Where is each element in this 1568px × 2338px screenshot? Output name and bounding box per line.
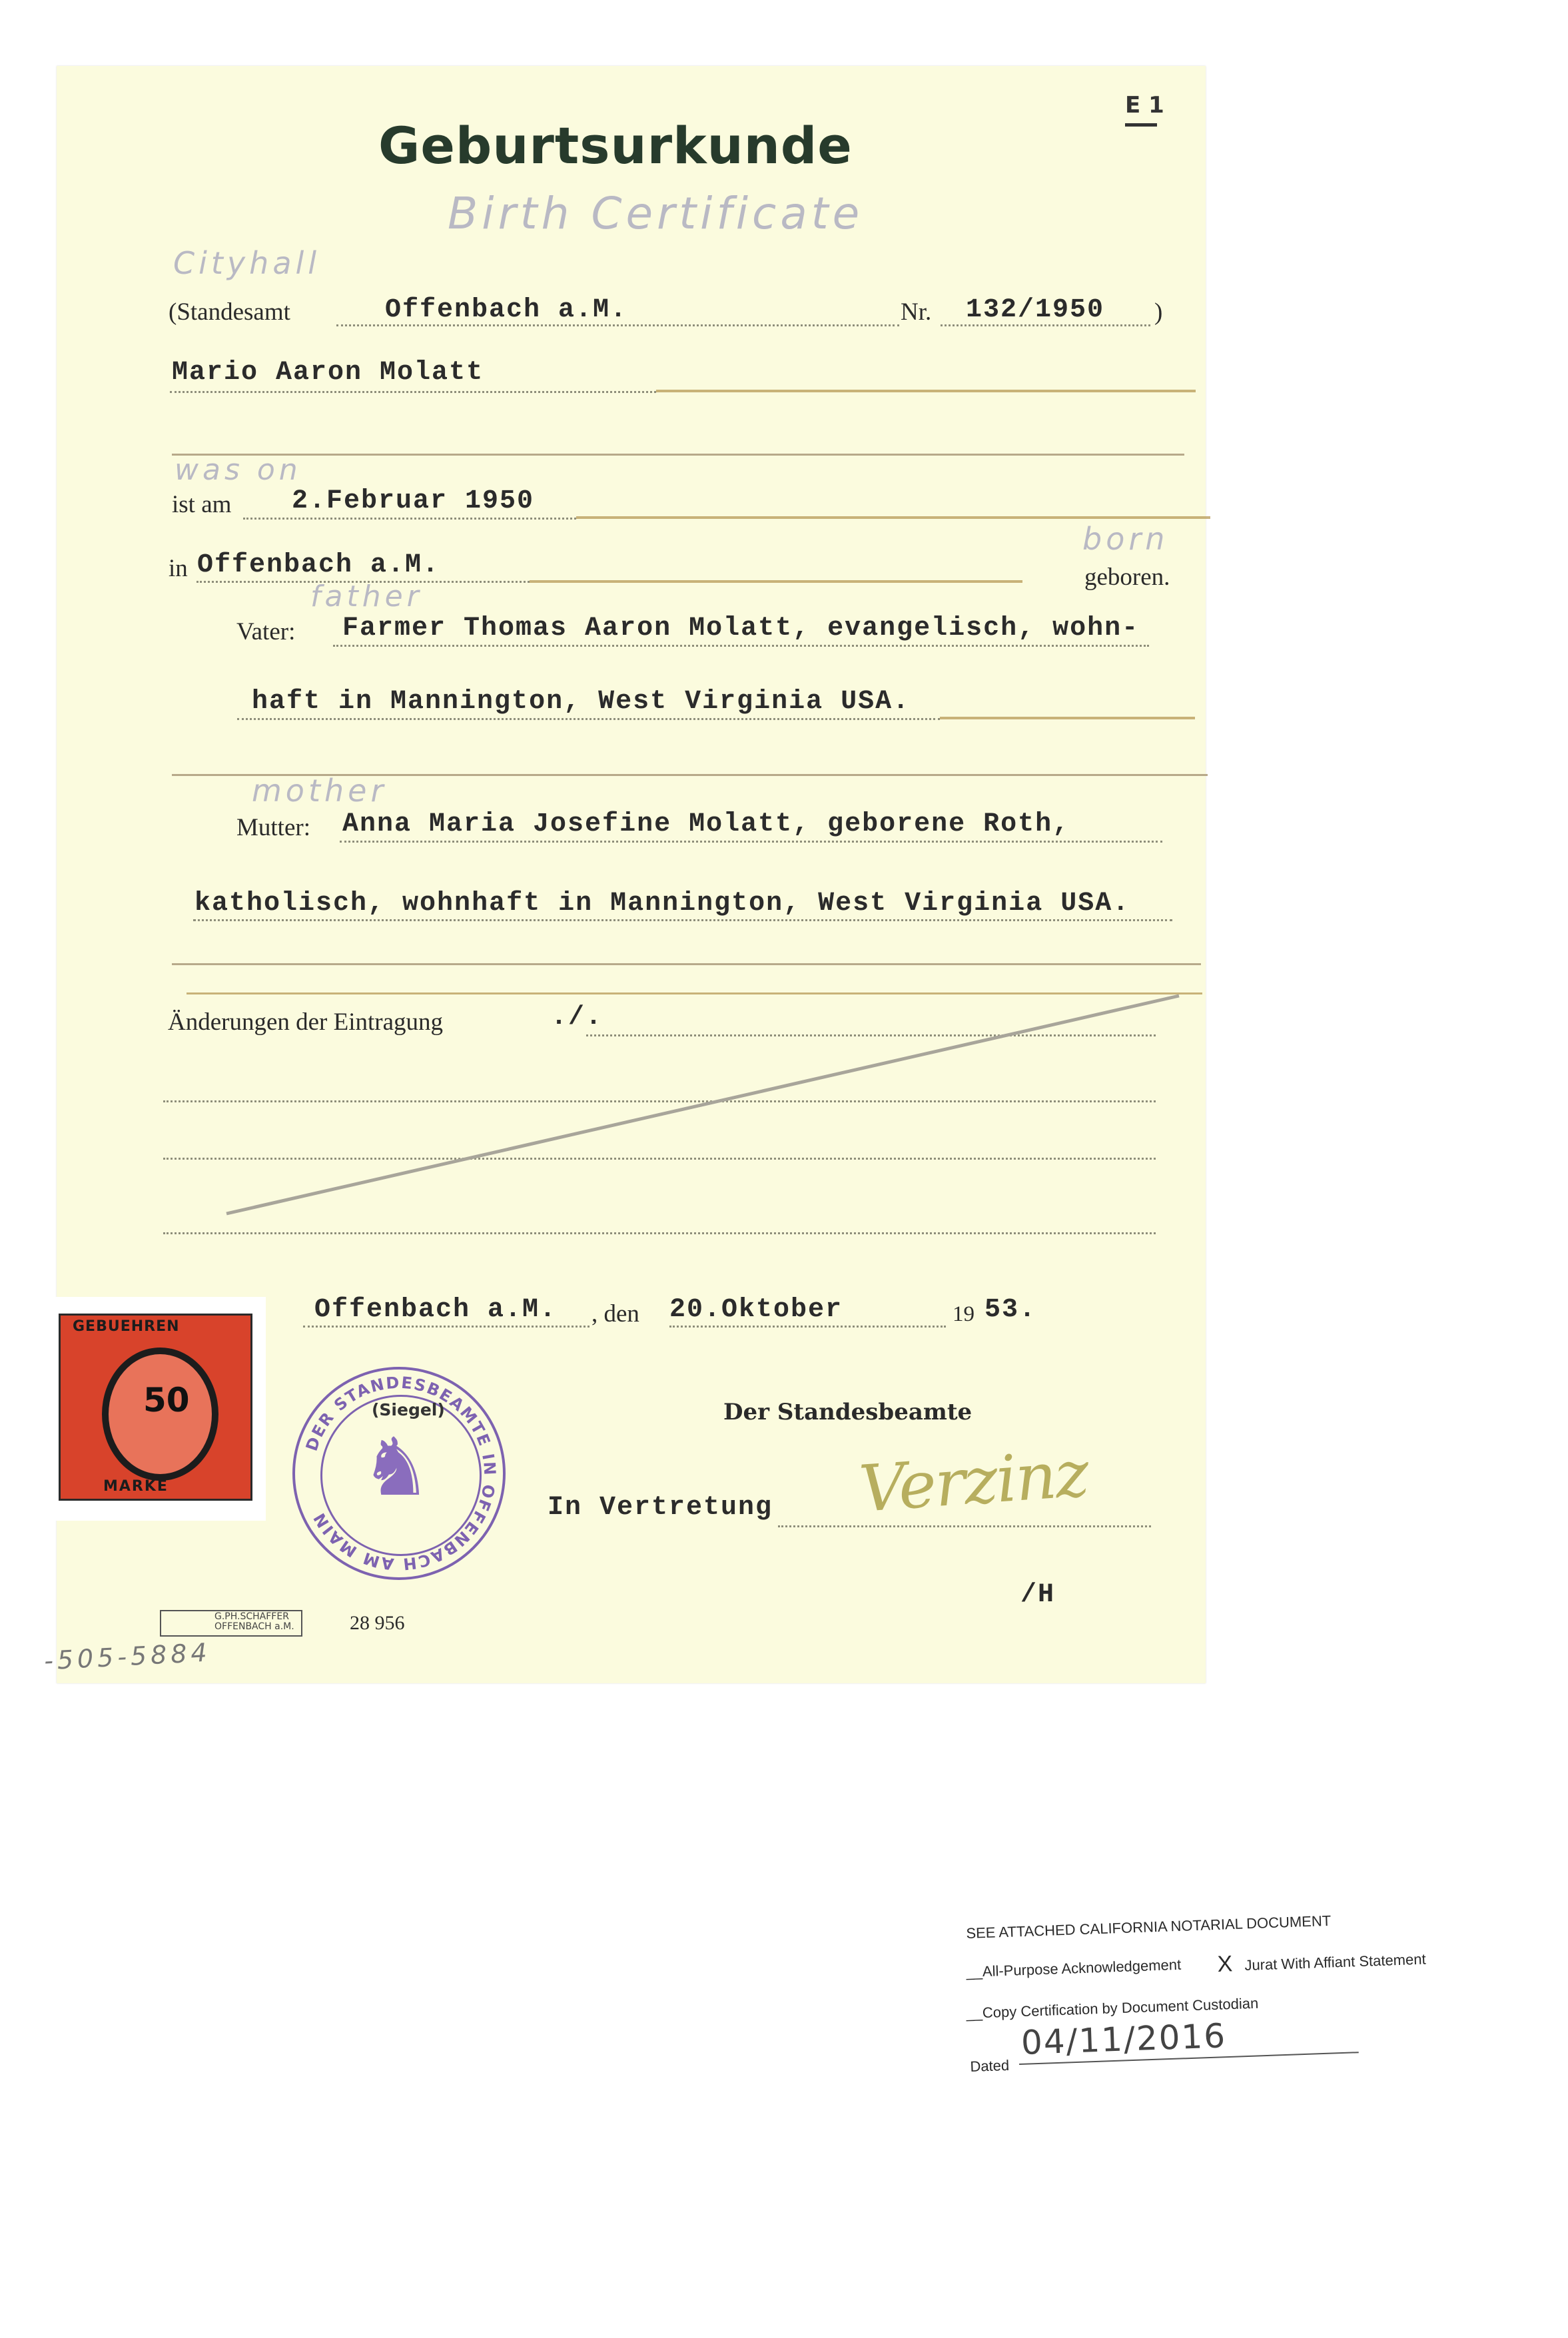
issue-day-month: 20.Oktober [669, 1295, 843, 1325]
seal-ring-text-path: DER STANDESBEAMTE IN OFFENBACH AM MAIN [302, 1373, 500, 1574]
close-paren: ) [1154, 298, 1163, 326]
den-label: , den [591, 1300, 639, 1328]
geboren-label: geboren. [1084, 564, 1170, 591]
form-code: E 1 [1125, 92, 1164, 119]
father-line-2: haft in Mannington, West Virginia USA. [252, 687, 911, 717]
notary-dated-label: Dated [970, 2056, 1010, 2075]
mutter-label: Mutter: [236, 814, 310, 841]
mother-line-1: Anna Maria Josefine Molatt, geborene Roth, [342, 809, 1070, 839]
official-initial: /H [1020, 1580, 1056, 1610]
notary-line-2-prefix: __All-Purpose Acknowledgement [966, 1956, 1182, 1980]
seal-label: (Siegel) [372, 1400, 445, 1419]
title-translation-handwritten: Birth Certificate [448, 188, 864, 239]
fee-stamp-oval [102, 1348, 218, 1481]
page-title: Geburtsurkunde [378, 116, 853, 175]
notary-dated-value: 04/11/2016 [1020, 2016, 1228, 2062]
mother-handwritten: mother [252, 773, 388, 809]
mother-line-2: katholisch, wohnhaft in Mannington, West Virginia USA. [195, 889, 1130, 919]
certificate-number: 132/1950 [966, 295, 1105, 325]
official-signature: Verzinz [857, 1436, 1090, 1527]
notary-line-2-suffix: Jurat With Affiant Statement [1244, 1950, 1427, 1974]
printer-mark: G.PH.SCHAFFER OFFENBACH a.M. [214, 1611, 294, 1632]
fee-stamp-top: GEBUEHREN [73, 1318, 180, 1335]
lion-icon: ♞ [360, 1421, 432, 1514]
seal-ring-text [292, 1367, 506, 1580]
notary-line-3: __Copy Certification by Document Custodian [966, 1994, 1259, 2022]
fee-stamp [45, 1297, 266, 1521]
printer-number: 28 956 [350, 1612, 405, 1634]
fee-stamp-value: 50 [143, 1381, 190, 1419]
child-name: Mario Aaron Molatt [172, 358, 484, 388]
standesamt-value: Offenbach a.M. [385, 295, 628, 325]
father-handwritten: father [310, 580, 423, 613]
born-handwritten: born [1082, 521, 1169, 557]
year-prefix: 19 [953, 1302, 975, 1326]
representation-label: In Vertretung [548, 1493, 773, 1523]
changes-value: ./. [551, 1002, 603, 1032]
nr-label: Nr. [901, 298, 932, 326]
ist-am-label: ist am [172, 491, 232, 518]
birth-date: 2.Februar 1950 [292, 486, 535, 516]
fee-stamp-bottom: MARKE [103, 1478, 169, 1495]
year-suffix: 53. [984, 1295, 1037, 1325]
standesamt-handwritten: Cityhall [173, 245, 321, 281]
notary-line-2-mark: X [1217, 1951, 1233, 1977]
vater-label: Vater: [236, 618, 296, 645]
official-title: Der Standesbeamte [723, 1399, 973, 1425]
father-line-1: Farmer Thomas Aaron Molatt, evangelisch, wohn- [342, 613, 1140, 643]
notary-line-1: SEE ATTACHED CALIFORNIA NOTARIAL DOCUMENT [966, 1912, 1332, 1942]
issue-place: Offenbach a.M. [314, 1295, 558, 1325]
in-label: in [169, 555, 188, 582]
standesamt-label: (Standesamt [169, 298, 290, 326]
birth-place: Offenbach a.M. [197, 550, 440, 580]
changes-label: Änderungen der Eintragung [168, 1008, 444, 1036]
was-on-handwritten: was on [175, 453, 302, 487]
pencil-number: -505-5884 [43, 1637, 212, 1676]
notary-stamp [959, 1912, 1452, 2085]
